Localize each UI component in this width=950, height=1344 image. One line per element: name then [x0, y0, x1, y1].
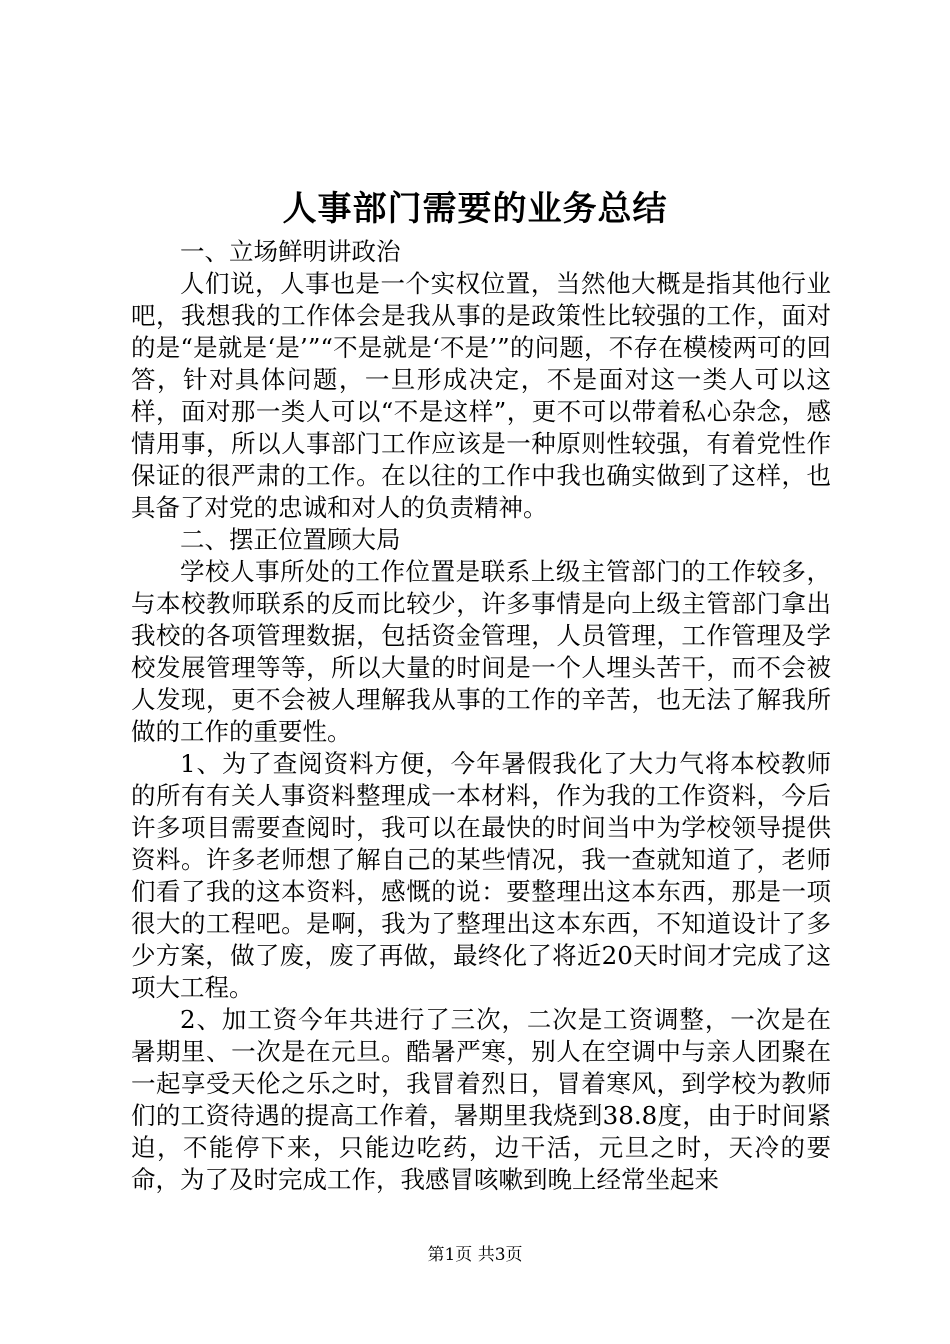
- paragraph-2: 学校人事所处的工作位置是联系上级主管部门的工作较多，与本校教师联系的反而比较少，许多事情是向上级主管部门拿出我校的各项管理数据，包括资金管理，人员管理，工作管理及学校发展管理等等，所以大量的时间是一个人埋头苦干，而不会被人发现，更不会被人理解我从事的工作的辛苦，也无法了解我所做的工作的重要性。: [131, 557, 831, 746]
- document-title: 人事部门需要的业务总结: [282, 189, 668, 229]
- paragraph-3: 1、为了查阅资料方便，今年暑假我化了大力气将本校教师的所有有关人事资料整理成一本材料，作为我的工作资料，今后许多项目需要查阅时，我可以在最快的时间当中为学校领导提供资料。许多老师想了解自己的某些情况，我一查就知道了，老师们看了我的这本资料，感慨的说：要整理出这本东西，那是一项很大的工程吧。是啊，我为了整理出这本东西，不知道设计了多少方案，做了废，废了再做，最终化了将近20天时间才完成了这项大工程。: [131, 749, 831, 1002]
- paragraph-1: 人们说，人事也是一个实权位置，当然他大概是指其他行业吧，我想我的工作体会是我从事的是政策性比较强的工作，面对的是“是就是‘是’”“不是就是‘不是’”的问题，不存在模棱两可的回答，针对具体问题，一旦形成决定，不是面对这一类人可以这样，面对那一类人可以“不是这样”，更不可以带着私心杂念，感情用事，所以人事部门工作应该是一种原则性较强，有着党性作保证的很严肃的工作。在以往的工作中我也确实做到了这样，也具备了对党的忠诚和对人的负责精神。: [131, 269, 831, 522]
- section-heading-1: 一、立场鲜明讲政治: [180, 237, 401, 266]
- document-body: [131, 236, 831, 1196]
- paragraph-4: 2、加工资今年共进行了三次，二次是工资调整，一次是在暑期里、一次是在元旦。酷暑严寒，别人在空调中与亲人团聚在一起享受天伦之乐之时，我冒着烈日，冒着寒风，到学校为教师们的工资待遇的提高工作着，暑期里我烧到38.8度，由于时间紧迫，不能停下来，只能边吃药，边干活，元旦之时，天冷的要命，为了及时完成工作，我感冒咳嗽到晚上经常坐起来: [131, 1005, 831, 1194]
- page-footer: 第1页 共3页: [427, 1245, 523, 1265]
- section-heading-2: 二、摆正位置顾大局: [180, 525, 401, 554]
